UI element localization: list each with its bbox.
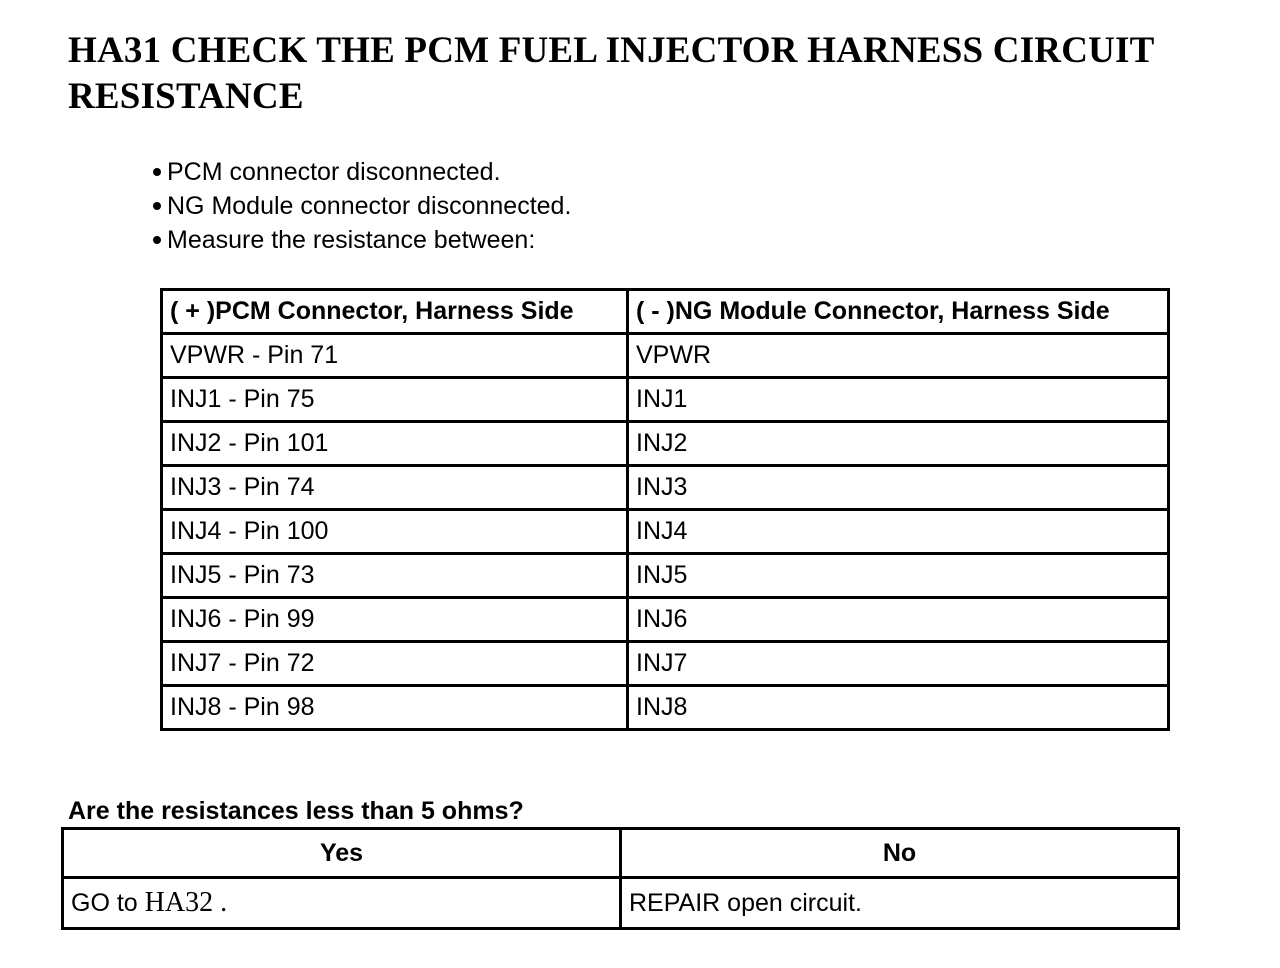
no-action-cell: REPAIR open circuit. — [621, 878, 1179, 929]
pcm-pin-cell: VPWR - Pin 71 — [162, 334, 628, 378]
ng-module-cell: INJ1 — [628, 378, 1169, 422]
pcm-pin-cell: INJ1 - Pin 75 — [162, 378, 628, 422]
precondition-list — [150, 155, 571, 257]
ng-module-cell: INJ5 — [628, 554, 1169, 598]
yes-header: Yes — [63, 829, 621, 878]
list-item — [150, 155, 571, 189]
pcm-pin-cell: INJ3 - Pin 74 — [162, 466, 628, 510]
table-row — [162, 598, 1169, 642]
list-item-text: PCM connector disconnected. — [167, 158, 501, 186]
goto-step-link[interactable]: HA32 . — [144, 887, 228, 918]
list-item — [150, 189, 571, 223]
bullet-icon — [153, 168, 161, 176]
list-item-text: NG Module connector disconnected. — [167, 192, 572, 220]
pcm-pin-cell: INJ5 - Pin 73 — [162, 554, 628, 598]
page-title: HA31 CHECK THE PCM FUEL INJECTOR HARNESS CIRCUIT RESISTANCE — [68, 30, 1154, 117]
yes-action-text: GO to — [71, 889, 138, 917]
decision-question: Are the resistances less than 5 ohms? — [68, 797, 524, 825]
ng-module-cell: INJ6 — [628, 598, 1169, 642]
no-header: No — [621, 829, 1179, 878]
ng-module-cell: INJ7 — [628, 642, 1169, 686]
table-row — [63, 878, 1179, 929]
table-row — [162, 554, 1169, 598]
table-row — [162, 334, 1169, 378]
ng-module-cell: INJ3 — [628, 466, 1169, 510]
table-row — [162, 466, 1169, 510]
pcm-pin-cell: INJ2 - Pin 101 — [162, 422, 628, 466]
table-row — [162, 422, 1169, 466]
table-header-row — [63, 829, 1179, 878]
bullet-icon — [153, 236, 161, 244]
pcm-pin-cell: INJ7 - Pin 72 — [162, 642, 628, 686]
table-header-row — [162, 290, 1169, 334]
list-item-text: Measure the resistance between: — [167, 226, 536, 254]
list-item — [150, 223, 571, 257]
pcm-pin-cell: INJ4 - Pin 100 — [162, 510, 628, 554]
ng-module-cell: INJ4 — [628, 510, 1169, 554]
yes-action-cell — [63, 878, 621, 929]
ng-module-cell: VPWR — [628, 334, 1169, 378]
ng-module-cell: INJ8 — [628, 686, 1169, 730]
ng-module-connector-header: ( - )NG Module Connector, Harness Side — [628, 290, 1169, 334]
bullet-icon — [153, 202, 161, 210]
table-row — [162, 686, 1169, 730]
ng-module-cell: INJ2 — [628, 422, 1169, 466]
pcm-connector-header: ( + )PCM Connector, Harness Side — [162, 290, 628, 334]
resistance-measurement-table — [160, 288, 1170, 731]
pcm-pin-cell: INJ8 - Pin 98 — [162, 686, 628, 730]
table-row — [162, 642, 1169, 686]
table-row — [162, 378, 1169, 422]
pcm-pin-cell: INJ6 - Pin 99 — [162, 598, 628, 642]
table-row — [162, 510, 1169, 554]
decision-table — [61, 827, 1180, 930]
